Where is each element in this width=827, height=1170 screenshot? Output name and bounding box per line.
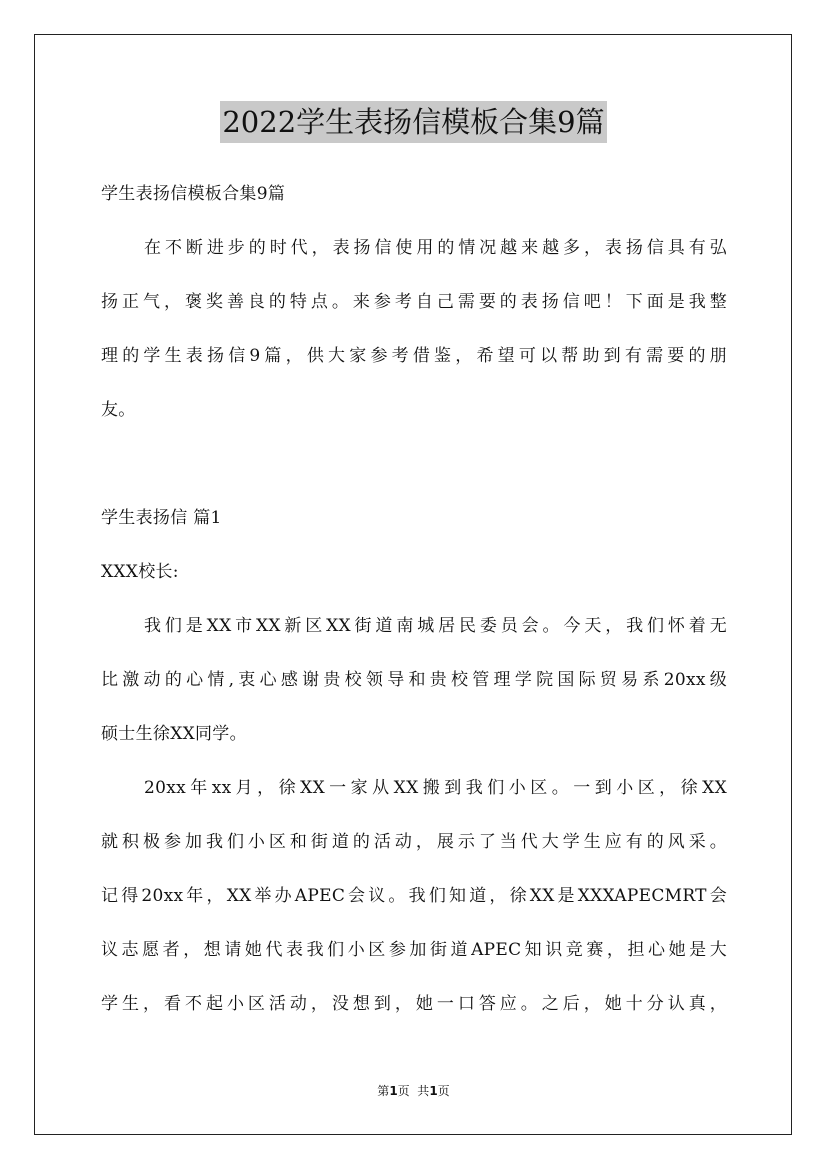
intro-line-4: 友。 (101, 400, 136, 420)
para2-line-2: 就积极参加我们小区和街道的活动，展示了当代大学生应有的风采。 (101, 832, 727, 852)
intro-line-1: 在不断进步的时代，表扬信使用的情况越来越多，表扬信具有弘 (144, 238, 727, 258)
footer-page-current: 1 (389, 1084, 398, 1098)
footer-label-page-unit: 页 共 (397, 1084, 430, 1098)
footer-page-total: 1 (429, 1084, 438, 1098)
para2-line-3: 记得20xx年，XX举办APEC会议。我们知道，徐XX是XXXAPECMRT会 (101, 886, 727, 906)
section-heading: 学生表扬信 篇1 (101, 508, 222, 528)
document-subtitle: 学生表扬信模板合集9篇 (101, 184, 286, 204)
page-footer (0, 1083, 827, 1099)
para2-line-5: 学生，看不起小区活动，没想到，她一口答应。之后，她十分认真， (101, 994, 727, 1014)
para1-line-3: 硕士生徐XX同学。 (101, 724, 247, 744)
salutation: XXX校长: (101, 562, 179, 582)
para2-line-4: 议志愿者，想请她代表我们小区参加街道APEC知识竞赛，担心她是大 (101, 940, 727, 960)
footer-label-page: 第 (377, 1084, 390, 1098)
intro-line-3: 理的学生表扬信9篇，供大家参考借鉴，希望可以帮助到有需要的朋 (101, 346, 727, 366)
intro-line-2: 扬正气，褒奖善良的特点。来参考自己需要的表扬信吧！下面是我整 (101, 292, 727, 312)
para1-line-1: 我们是XX市XX新区XX街道南城居民委员会。今天，我们怀着无 (144, 616, 727, 636)
footer-label-total-unit: 页 (437, 1084, 450, 1098)
document-title: 2022学生表扬信模板合集9篇 (220, 101, 606, 143)
para1-line-2: 比激动的心情,衷心感谢贵校领导和贵校管理学院国际贸易系20xx级 (101, 670, 727, 690)
para2-line-1: 20xx年xx月，徐XX一家从XX搬到我们小区。一到小区，徐XX (144, 778, 727, 798)
title-wrap (0, 101, 827, 143)
